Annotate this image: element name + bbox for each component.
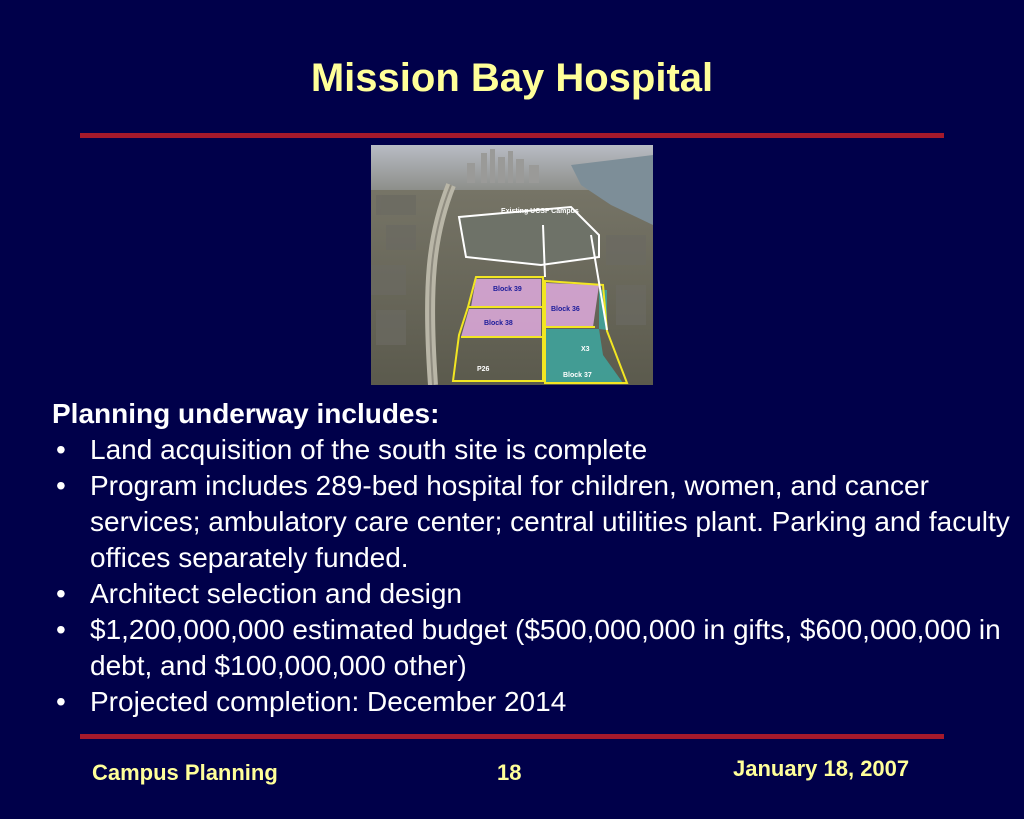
list-item-text: Program includes 289-bed hospital for children, women, and cancer services; ambulatory care center; central utilities plant. Parking and faculty offices separately funded.: [90, 470, 1010, 573]
block36-label: Block 36: [551, 306, 580, 313]
page-number: 18: [497, 760, 522, 785]
list-item-text: Projected completion: December 2014: [90, 686, 567, 717]
bullet-marker: •: [56, 578, 66, 609]
bullet-marker: •: [56, 686, 66, 717]
aerial-site-photo: [371, 145, 653, 385]
block38-label: Block 38: [484, 320, 513, 327]
list-item-text: Land acquisition of the south site is complete: [90, 434, 648, 465]
footer-left-text: Campus Planning: [92, 760, 278, 785]
list-item: [52, 468, 1012, 576]
top-divider: [80, 133, 944, 138]
block37-label: Block 37: [563, 372, 592, 379]
list-item: [52, 612, 1012, 684]
bullet-marker: •: [56, 614, 66, 645]
p26-label: P26: [477, 366, 490, 373]
slide-body: [52, 396, 1012, 720]
bullet-list: [52, 432, 1012, 720]
list-item: [52, 684, 1012, 720]
list-item-text: Architect selection and design: [90, 578, 462, 609]
footer-date: January 18, 2007: [733, 756, 910, 781]
list-item-text: $1,200,000,000 estimated budget ($500,000,000 in gifts, $600,000,000 in debt, and $100,000,000 other): [90, 614, 1001, 681]
list-item: [52, 576, 1012, 612]
block39-label: Block 39: [493, 286, 522, 293]
slide-title: Mission Bay Hospital: [310, 56, 714, 100]
bottom-divider: [80, 734, 944, 739]
list-item: [52, 432, 1012, 468]
bullet-marker: •: [56, 434, 66, 465]
body-heading: Planning underway includes:: [52, 398, 440, 429]
campus-label: Existing UCSF Campus: [501, 208, 579, 215]
x3-label: X3: [581, 346, 590, 353]
bullet-marker: •: [56, 470, 66, 501]
